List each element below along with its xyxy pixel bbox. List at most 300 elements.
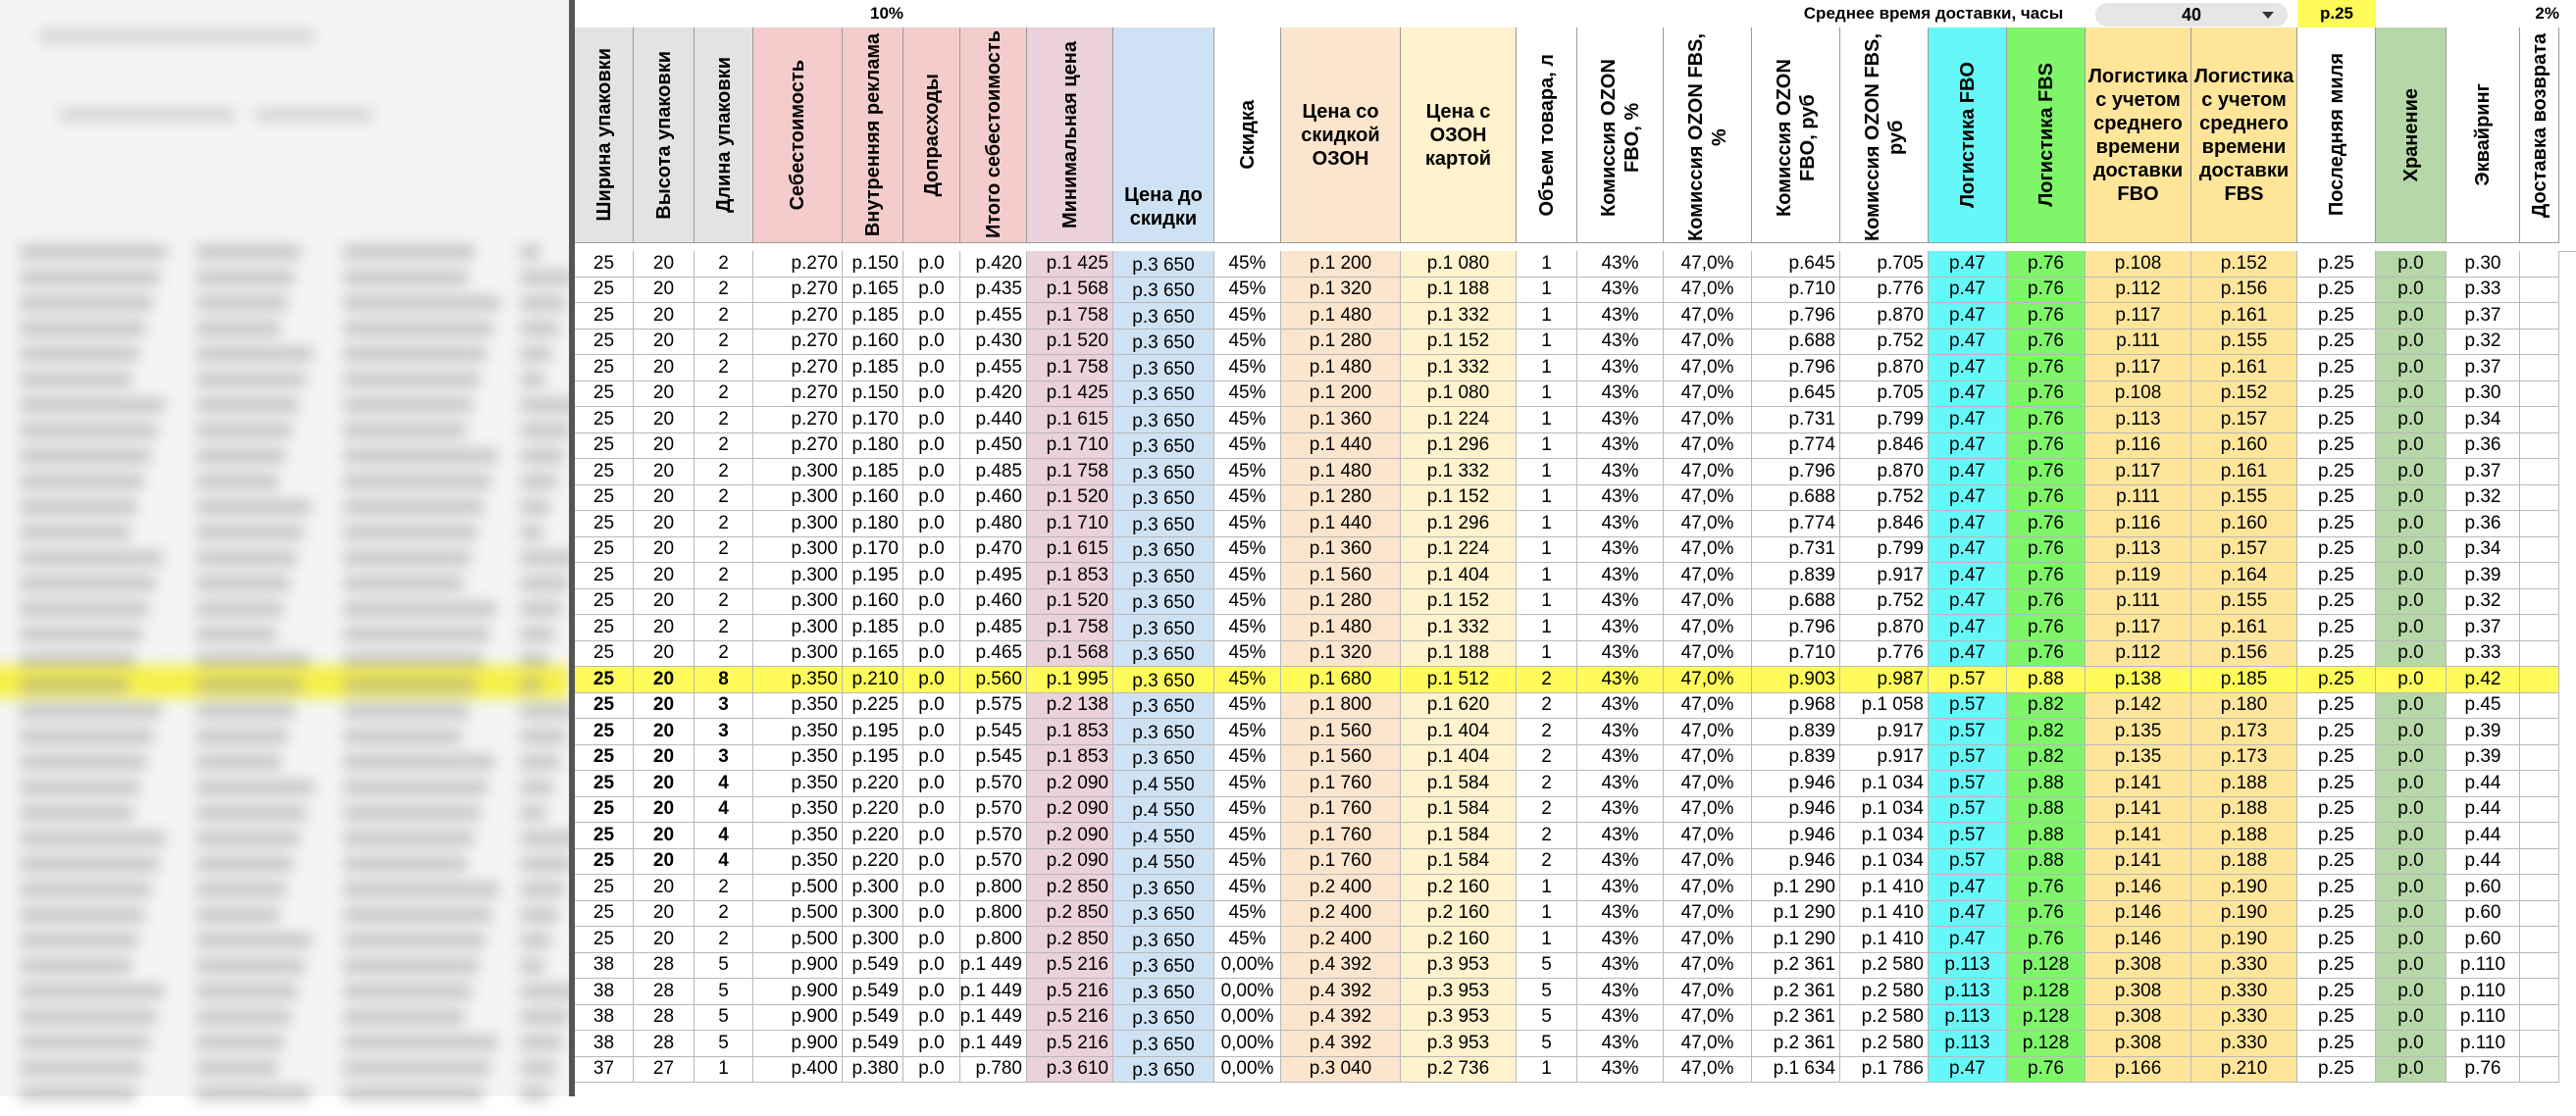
cell-total-cost[interactable]: p.470 (960, 537, 1027, 564)
cell-commission-fbo-rub[interactable]: p.946 (1752, 849, 1840, 876)
cell-length[interactable]: 2 (695, 251, 753, 278)
cell-internal-ads[interactable]: p.195 (843, 719, 903, 745)
cell-volume[interactable]: 1 (1517, 303, 1577, 330)
cell-return-delivery[interactable] (2520, 381, 2559, 408)
cell-length[interactable]: 4 (695, 849, 753, 876)
cell-discount[interactable]: 45% (1214, 875, 1281, 901)
cell-width[interactable]: 38 (575, 1031, 634, 1057)
cell-height[interactable]: 20 (634, 511, 695, 537)
header-acquiring[interactable] (2447, 27, 2520, 243)
cell-price-before-discount[interactable]: p.3 650 (1113, 433, 1214, 460)
cell-cost[interactable]: p.350 (753, 667, 843, 693)
cell-total-cost[interactable]: p.800 (960, 927, 1027, 953)
cell-width[interactable]: 25 (575, 278, 634, 304)
cell-min-price[interactable]: p.5 216 (1027, 1005, 1113, 1032)
cell-commission-fbo-pct[interactable]: 43% (1577, 355, 1664, 381)
cell-cost[interactable]: p.350 (753, 849, 843, 876)
cell-logistics-avg-fbo[interactable]: p.117 (2086, 615, 2191, 641)
cell-cost[interactable]: p.350 (753, 823, 843, 849)
cell-commission-fbs-pct[interactable]: 47,0% (1664, 745, 1752, 772)
cell-last-mile[interactable]: p.25 (2297, 407, 2376, 433)
cell-internal-ads[interactable]: p.220 (843, 797, 903, 824)
cell-commission-fbs-rub[interactable]: p.1 034 (1840, 797, 1929, 824)
cell-storage[interactable]: p.0 (2376, 719, 2447, 745)
cell-width[interactable]: 25 (575, 693, 634, 720)
cell-price-ozon-card[interactable]: p.1 152 (1401, 330, 1517, 356)
cell-price-ozon-discount[interactable]: p.1 200 (1281, 251, 1401, 278)
cell-commission-fbo-rub[interactable]: p.839 (1752, 745, 1840, 772)
cell-cost[interactable]: p.900 (753, 979, 843, 1005)
cell-length[interactable]: 5 (695, 953, 753, 980)
cell-width[interactable]: 25 (575, 251, 634, 278)
cell-commission-fbo-pct[interactable]: 43% (1577, 278, 1664, 304)
header-logistics-fbo[interactable] (1929, 27, 2007, 243)
cell-volume[interactable]: 5 (1517, 1031, 1577, 1057)
cell-commission-fbs-rub[interactable]: p.799 (1840, 537, 1929, 564)
cell-logistics-fbs[interactable]: p.76 (2007, 537, 2086, 564)
cell-internal-ads[interactable]: p.165 (843, 278, 903, 304)
cell-extra-costs[interactable]: p.0 (903, 1031, 960, 1057)
cell-last-mile[interactable]: p.25 (2297, 1031, 2376, 1057)
cell-height[interactable]: 28 (634, 1005, 695, 1032)
cell-storage[interactable]: p.0 (2376, 797, 2447, 824)
cell-return-delivery[interactable] (2520, 641, 2559, 668)
cell-acquiring[interactable]: p.39 (2447, 563, 2520, 589)
cell-logistics-avg-fbs[interactable]: p.330 (2191, 953, 2297, 980)
cell-price-ozon-discount[interactable]: p.2 400 (1281, 927, 1401, 953)
cell-cost[interactable]: p.300 (753, 641, 843, 668)
cell-total-cost[interactable]: p.800 (960, 875, 1027, 901)
cell-logistics-fbs[interactable]: p.76 (2007, 615, 2086, 641)
cell-acquiring[interactable]: p.44 (2447, 849, 2520, 876)
cell-price-ozon-card[interactable]: p.1 404 (1401, 719, 1517, 745)
cell-height[interactable]: 20 (634, 589, 695, 616)
cell-commission-fbo-pct[interactable]: 43% (1577, 979, 1664, 1005)
cell-width[interactable]: 25 (575, 901, 634, 928)
cell-price-ozon-card[interactable]: p.2 160 (1401, 901, 1517, 928)
cell-last-mile[interactable]: p.25 (2297, 330, 2376, 356)
cell-logistics-avg-fbo[interactable]: p.108 (2086, 251, 2191, 278)
cell-logistics-fbs[interactable]: p.88 (2007, 667, 2086, 693)
cell-commission-fbs-pct[interactable]: 47,0% (1664, 615, 1752, 641)
cell-logistics-fbo[interactable]: p.47 (1929, 251, 2007, 278)
cell-commission-fbs-pct[interactable]: 47,0% (1664, 1057, 1752, 1084)
cell-volume[interactable]: 1 (1517, 459, 1577, 485)
cell-return-delivery[interactable] (2520, 849, 2559, 876)
cell-min-price[interactable]: p.1 710 (1027, 433, 1113, 460)
cell-min-price[interactable]: p.2 090 (1027, 771, 1113, 797)
cell-commission-fbo-pct[interactable]: 43% (1577, 1005, 1664, 1032)
cell-logistics-fbs[interactable]: p.128 (2007, 1031, 2086, 1057)
cell-logistics-fbs[interactable]: p.76 (2007, 330, 2086, 356)
cell-width[interactable]: 25 (575, 563, 634, 589)
cell-min-price[interactable]: p.1 615 (1027, 407, 1113, 433)
cell-price-before-discount[interactable]: p.3 650 (1113, 330, 1214, 356)
cell-return-delivery[interactable] (2520, 901, 2559, 928)
cell-price-before-discount[interactable]: p.3 650 (1113, 381, 1214, 408)
cell-cost[interactable]: p.300 (753, 589, 843, 616)
cell-total-cost[interactable]: p.1 449 (960, 1031, 1027, 1057)
cell-price-ozon-card[interactable]: p.1 152 (1401, 589, 1517, 616)
cell-last-mile[interactable]: p.25 (2297, 589, 2376, 616)
cell-price-ozon-discount[interactable]: p.4 392 (1281, 953, 1401, 980)
cell-price-ozon-discount[interactable]: p.1 480 (1281, 355, 1401, 381)
cell-discount[interactable]: 45% (1214, 485, 1281, 512)
cell-acquiring[interactable]: p.110 (2447, 1005, 2520, 1032)
cell-extra-costs[interactable]: p.0 (903, 771, 960, 797)
cell-extra-costs[interactable]: p.0 (903, 330, 960, 356)
cell-commission-fbs-rub[interactable]: p.752 (1840, 485, 1929, 512)
cell-volume[interactable]: 2 (1517, 693, 1577, 720)
cell-total-cost[interactable]: p.495 (960, 563, 1027, 589)
cell-logistics-fbs[interactable]: p.76 (2007, 407, 2086, 433)
cell-storage[interactable]: p.0 (2376, 875, 2447, 901)
cell-price-ozon-discount[interactable]: p.3 040 (1281, 1057, 1401, 1084)
cell-discount[interactable]: 45% (1214, 901, 1281, 928)
cell-total-cost[interactable]: p.570 (960, 823, 1027, 849)
cell-total-cost[interactable]: p.575 (960, 693, 1027, 720)
cell-commission-fbo-pct[interactable]: 43% (1577, 330, 1664, 356)
cell-logistics-avg-fbo[interactable]: p.119 (2086, 563, 2191, 589)
cell-logistics-fbo[interactable]: p.57 (1929, 745, 2007, 772)
cell-min-price[interactable]: p.1 568 (1027, 641, 1113, 668)
cell-price-before-discount[interactable]: p.3 650 (1113, 589, 1214, 616)
cell-price-before-discount[interactable]: p.4 550 (1113, 849, 1214, 876)
cell-height[interactable]: 20 (634, 693, 695, 720)
cell-logistics-avg-fbo[interactable]: p.135 (2086, 719, 2191, 745)
cell-logistics-fbs[interactable]: p.76 (2007, 563, 2086, 589)
cell-logistics-fbo[interactable]: p.47 (1929, 433, 2007, 460)
cell-logistics-fbo[interactable]: p.47 (1929, 303, 2007, 330)
cell-logistics-avg-fbo[interactable]: p.116 (2086, 511, 2191, 537)
cell-commission-fbo-rub[interactable]: p.710 (1752, 278, 1840, 304)
cell-price-before-discount[interactable]: p.3 650 (1113, 251, 1214, 278)
cell-volume[interactable]: 1 (1517, 589, 1577, 616)
cell-logistics-fbs[interactable]: p.82 (2007, 693, 2086, 720)
cell-price-before-discount[interactable]: p.3 650 (1113, 615, 1214, 641)
cell-commission-fbo-rub[interactable]: p.774 (1752, 511, 1840, 537)
cell-commission-fbs-pct[interactable]: 47,0% (1664, 355, 1752, 381)
cell-height[interactable]: 20 (634, 745, 695, 772)
cell-min-price[interactable]: p.1 758 (1027, 355, 1113, 381)
cell-width[interactable]: 25 (575, 433, 634, 460)
cell-min-price[interactable]: p.1 758 (1027, 303, 1113, 330)
cell-price-ozon-discount[interactable]: p.1 280 (1281, 330, 1401, 356)
cell-extra-costs[interactable]: p.0 (903, 667, 960, 693)
cell-logistics-fbs[interactable]: p.76 (2007, 485, 2086, 512)
cell-price-ozon-discount[interactable]: p.1 480 (1281, 303, 1401, 330)
cell-height[interactable]: 20 (634, 641, 695, 668)
cell-storage[interactable]: p.0 (2376, 407, 2447, 433)
cell-storage[interactable]: p.0 (2376, 1031, 2447, 1057)
cell-storage[interactable]: p.0 (2376, 330, 2447, 356)
cell-last-mile[interactable]: p.25 (2297, 693, 2376, 720)
cell-commission-fbo-rub[interactable]: p.839 (1752, 719, 1840, 745)
cell-logistics-avg-fbs[interactable]: p.156 (2191, 641, 2297, 668)
cell-price-before-discount[interactable]: p.3 650 (1113, 667, 1214, 693)
cell-cost[interactable]: p.270 (753, 303, 843, 330)
cell-width[interactable]: 25 (575, 537, 634, 564)
cell-commission-fbo-pct[interactable]: 43% (1577, 667, 1664, 693)
cell-logistics-avg-fbs[interactable]: p.161 (2191, 303, 2297, 330)
cell-height[interactable]: 28 (634, 979, 695, 1005)
cell-commission-fbs-pct[interactable]: 47,0% (1664, 771, 1752, 797)
cell-height[interactable]: 20 (634, 303, 695, 330)
cell-logistics-avg-fbs[interactable]: p.188 (2191, 823, 2297, 849)
cell-acquiring[interactable]: p.110 (2447, 953, 2520, 980)
cell-return-delivery[interactable] (2520, 745, 2559, 772)
cell-logistics-avg-fbs[interactable]: p.330 (2191, 1005, 2297, 1032)
cell-length[interactable]: 2 (695, 355, 753, 381)
cell-logistics-fbo[interactable]: p.113 (1929, 979, 2007, 1005)
cell-commission-fbs-pct[interactable]: 47,0% (1664, 1031, 1752, 1057)
cell-commission-fbo-rub[interactable]: p.946 (1752, 797, 1840, 824)
cell-internal-ads[interactable]: p.300 (843, 927, 903, 953)
cell-extra-costs[interactable]: p.0 (903, 953, 960, 980)
cell-extra-costs[interactable]: p.0 (903, 745, 960, 772)
cell-commission-fbo-rub[interactable]: p.1 290 (1752, 875, 1840, 901)
cell-logistics-fbs[interactable]: p.76 (2007, 641, 2086, 668)
cell-min-price[interactable]: p.1 520 (1027, 589, 1113, 616)
cell-logistics-fbo[interactable]: p.57 (1929, 667, 2007, 693)
cell-logistics-fbo[interactable]: p.113 (1929, 1031, 2007, 1057)
cell-length[interactable]: 5 (695, 1031, 753, 1057)
cell-cost[interactable]: p.350 (753, 719, 843, 745)
cell-logistics-fbo[interactable]: p.47 (1929, 641, 2007, 668)
header-extra-costs[interactable] (903, 27, 960, 243)
cell-commission-fbs-rub[interactable]: p.917 (1840, 563, 1929, 589)
cell-return-delivery[interactable] (2520, 589, 2559, 616)
cell-storage[interactable]: p.0 (2376, 511, 2447, 537)
cell-min-price[interactable]: p.1 568 (1027, 278, 1113, 304)
cell-price-ozon-card[interactable]: p.2 160 (1401, 927, 1517, 953)
cell-last-mile[interactable]: p.25 (2297, 797, 2376, 824)
cell-length[interactable]: 2 (695, 927, 753, 953)
cell-min-price[interactable]: p.2 850 (1027, 875, 1113, 901)
cell-logistics-avg-fbo[interactable]: p.141 (2086, 771, 2191, 797)
cell-return-delivery[interactable] (2520, 459, 2559, 485)
cell-extra-costs[interactable]: p.0 (903, 693, 960, 720)
header-height[interactable] (634, 27, 695, 243)
cell-internal-ads[interactable]: p.150 (843, 381, 903, 408)
cell-length[interactable]: 5 (695, 1005, 753, 1032)
cell-acquiring[interactable]: p.33 (2447, 641, 2520, 668)
cell-commission-fbo-pct[interactable]: 43% (1577, 719, 1664, 745)
cell-commission-fbs-rub[interactable]: p.752 (1840, 589, 1929, 616)
cell-internal-ads[interactable]: p.150 (843, 251, 903, 278)
cell-internal-ads[interactable]: p.185 (843, 459, 903, 485)
cell-last-mile[interactable]: p.25 (2297, 927, 2376, 953)
cell-price-ozon-card[interactable]: p.1 620 (1401, 693, 1517, 720)
cell-logistics-fbs[interactable]: p.76 (2007, 303, 2086, 330)
cell-width[interactable]: 25 (575, 355, 634, 381)
cell-commission-fbs-pct[interactable]: 47,0% (1664, 381, 1752, 408)
header-storage[interactable] (2376, 27, 2447, 243)
cell-logistics-avg-fbs[interactable]: p.160 (2191, 511, 2297, 537)
cell-storage[interactable]: p.0 (2376, 459, 2447, 485)
cell-min-price[interactable]: p.1 995 (1027, 667, 1113, 693)
cell-logistics-fbs[interactable]: p.76 (2007, 381, 2086, 408)
cell-cost[interactable]: p.300 (753, 563, 843, 589)
cell-storage[interactable]: p.0 (2376, 745, 2447, 772)
cell-return-delivery[interactable] (2520, 537, 2559, 564)
cell-logistics-avg-fbs[interactable]: p.210 (2191, 1057, 2297, 1084)
cell-cost[interactable]: p.900 (753, 953, 843, 980)
cell-logistics-avg-fbo[interactable]: p.108 (2086, 381, 2191, 408)
cell-return-delivery[interactable] (2520, 1031, 2559, 1057)
cell-logistics-avg-fbo[interactable]: p.146 (2086, 927, 2191, 953)
cell-logistics-avg-fbo[interactable]: p.112 (2086, 278, 2191, 304)
cell-commission-fbs-rub[interactable]: p.2 580 (1840, 953, 1929, 980)
cell-commission-fbo-rub[interactable]: p.1 290 (1752, 927, 1840, 953)
cell-storage[interactable]: p.0 (2376, 1057, 2447, 1084)
cell-price-before-discount[interactable]: p.3 650 (1113, 563, 1214, 589)
cell-discount[interactable]: 45% (1214, 667, 1281, 693)
avg-delivery-dropdown[interactable] (2095, 3, 2288, 26)
cell-min-price[interactable]: p.1 425 (1027, 251, 1113, 278)
cell-acquiring[interactable]: p.44 (2447, 823, 2520, 849)
cell-price-ozon-card[interactable]: p.1 332 (1401, 459, 1517, 485)
cell-width[interactable]: 38 (575, 1005, 634, 1032)
cell-discount[interactable]: 0,00% (1214, 953, 1281, 980)
cell-commission-fbs-pct[interactable]: 47,0% (1664, 667, 1752, 693)
cell-commission-fbs-rub[interactable]: p.2 580 (1840, 979, 1929, 1005)
cell-logistics-avg-fbo[interactable]: p.112 (2086, 641, 2191, 668)
cell-internal-ads[interactable]: p.185 (843, 355, 903, 381)
cell-price-ozon-discount[interactable]: p.2 400 (1281, 901, 1401, 928)
cell-logistics-fbs[interactable]: p.76 (2007, 875, 2086, 901)
cell-last-mile[interactable]: p.25 (2297, 823, 2376, 849)
header-min-price[interactable] (1027, 27, 1113, 243)
cell-commission-fbo-pct[interactable]: 43% (1577, 1031, 1664, 1057)
cell-volume[interactable]: 1 (1517, 433, 1577, 460)
cell-cost[interactable]: p.300 (753, 511, 843, 537)
cell-commission-fbo-pct[interactable]: 43% (1577, 563, 1664, 589)
cell-volume[interactable]: 2 (1517, 771, 1577, 797)
cell-price-ozon-card[interactable]: p.1 152 (1401, 485, 1517, 512)
cell-price-ozon-discount[interactable]: p.1 760 (1281, 849, 1401, 876)
cell-logistics-fbs[interactable]: p.76 (2007, 1057, 2086, 1084)
cell-logistics-avg-fbo[interactable]: p.141 (2086, 849, 2191, 876)
cell-logistics-avg-fbs[interactable]: p.188 (2191, 849, 2297, 876)
cell-commission-fbo-pct[interactable]: 43% (1577, 511, 1664, 537)
cell-commission-fbs-rub[interactable]: p.917 (1840, 719, 1929, 745)
cell-height[interactable]: 20 (634, 563, 695, 589)
cell-height[interactable]: 20 (634, 615, 695, 641)
cell-price-before-discount[interactable]: p.3 650 (1113, 511, 1214, 537)
cell-logistics-fbs[interactable]: p.88 (2007, 771, 2086, 797)
cell-length[interactable]: 3 (695, 745, 753, 772)
cell-price-before-discount[interactable]: p.3 650 (1113, 641, 1214, 668)
cell-return-delivery[interactable] (2520, 355, 2559, 381)
cell-logistics-fbo[interactable]: p.57 (1929, 771, 2007, 797)
cell-commission-fbo-rub[interactable]: p.2 361 (1752, 953, 1840, 980)
cell-min-price[interactable]: p.3 610 (1027, 1057, 1113, 1084)
cell-return-delivery[interactable] (2520, 251, 2559, 278)
cell-price-ozon-card[interactable]: p.2 736 (1401, 1057, 1517, 1084)
cell-logistics-avg-fbo[interactable]: p.146 (2086, 901, 2191, 928)
cell-acquiring[interactable]: p.32 (2447, 485, 2520, 512)
cell-price-ozon-card[interactable]: p.1 296 (1401, 511, 1517, 537)
cell-price-ozon-discount[interactable]: p.1 280 (1281, 589, 1401, 616)
cell-acquiring[interactable]: p.30 (2447, 251, 2520, 278)
cell-internal-ads[interactable]: p.195 (843, 745, 903, 772)
cell-total-cost[interactable]: p.465 (960, 641, 1027, 668)
cell-commission-fbs-pct[interactable]: 47,0% (1664, 979, 1752, 1005)
cell-discount[interactable]: 45% (1214, 927, 1281, 953)
cell-return-delivery[interactable] (2520, 563, 2559, 589)
cell-logistics-avg-fbs[interactable]: p.152 (2191, 251, 2297, 278)
cell-commission-fbo-pct[interactable]: 43% (1577, 849, 1664, 876)
cell-price-before-discount[interactable]: p.3 650 (1113, 355, 1214, 381)
cell-acquiring[interactable]: p.37 (2447, 615, 2520, 641)
cell-price-ozon-discount[interactable]: p.1 560 (1281, 563, 1401, 589)
cell-extra-costs[interactable]: p.0 (903, 641, 960, 668)
cell-extra-costs[interactable]: p.0 (903, 901, 960, 928)
cell-price-ozon-discount[interactable]: p.1 680 (1281, 667, 1401, 693)
cell-width[interactable]: 25 (575, 303, 634, 330)
cell-logistics-fbo[interactable]: p.57 (1929, 823, 2007, 849)
cell-internal-ads[interactable]: p.380 (843, 1057, 903, 1084)
cell-last-mile[interactable]: p.25 (2297, 719, 2376, 745)
cell-commission-fbs-rub[interactable]: p.846 (1840, 511, 1929, 537)
header-price-ozon-discount[interactable] (1281, 27, 1401, 243)
cell-logistics-fbo[interactable]: p.47 (1929, 927, 2007, 953)
cell-volume[interactable]: 1 (1517, 511, 1577, 537)
cell-storage[interactable]: p.0 (2376, 953, 2447, 980)
cell-height[interactable]: 20 (634, 719, 695, 745)
cell-volume[interactable]: 5 (1517, 979, 1577, 1005)
cell-internal-ads[interactable]: p.210 (843, 667, 903, 693)
cell-commission-fbo-pct[interactable]: 43% (1577, 381, 1664, 408)
cell-acquiring[interactable]: p.32 (2447, 330, 2520, 356)
cell-price-ozon-discount[interactable]: p.1 440 (1281, 511, 1401, 537)
cell-commission-fbs-rub[interactable]: p.846 (1840, 433, 1929, 460)
cell-logistics-avg-fbo[interactable]: p.166 (2086, 1057, 2191, 1084)
cell-min-price[interactable]: p.1 520 (1027, 330, 1113, 356)
cell-extra-costs[interactable]: p.0 (903, 563, 960, 589)
cell-logistics-avg-fbo[interactable]: p.117 (2086, 459, 2191, 485)
cell-price-ozon-card[interactable]: p.1 332 (1401, 615, 1517, 641)
cell-cost[interactable]: p.270 (753, 381, 843, 408)
cell-logistics-fbs[interactable]: p.76 (2007, 433, 2086, 460)
cell-commission-fbs-pct[interactable]: 47,0% (1664, 251, 1752, 278)
cell-internal-ads[interactable]: p.160 (843, 330, 903, 356)
cell-return-delivery[interactable] (2520, 979, 2559, 1005)
cell-return-delivery[interactable] (2520, 693, 2559, 720)
cell-logistics-fbs[interactable]: p.76 (2007, 459, 2086, 485)
cell-commission-fbs-pct[interactable]: 47,0% (1664, 563, 1752, 589)
cell-length[interactable]: 2 (695, 537, 753, 564)
cell-cost[interactable]: p.900 (753, 1005, 843, 1032)
cell-volume[interactable]: 1 (1517, 330, 1577, 356)
cell-logistics-avg-fbo[interactable]: p.308 (2086, 1031, 2191, 1057)
cell-logistics-avg-fbs[interactable]: p.330 (2191, 1031, 2297, 1057)
cell-cost[interactable]: p.500 (753, 875, 843, 901)
cell-price-ozon-card[interactable]: p.1 296 (1401, 433, 1517, 460)
cell-min-price[interactable]: p.1 853 (1027, 563, 1113, 589)
cell-extra-costs[interactable]: p.0 (903, 537, 960, 564)
cell-commission-fbo-pct[interactable]: 43% (1577, 615, 1664, 641)
cell-price-ozon-discount[interactable]: p.1 200 (1281, 381, 1401, 408)
cell-last-mile[interactable]: p.25 (2297, 771, 2376, 797)
header-commission-fbo-rub[interactable] (1752, 27, 1840, 243)
cell-discount[interactable]: 45% (1214, 251, 1281, 278)
cell-commission-fbo-rub[interactable]: p.796 (1752, 615, 1840, 641)
cell-internal-ads[interactable]: p.165 (843, 641, 903, 668)
cell-price-before-discount[interactable]: p.3 650 (1113, 485, 1214, 512)
cell-last-mile[interactable]: p.25 (2297, 381, 2376, 408)
